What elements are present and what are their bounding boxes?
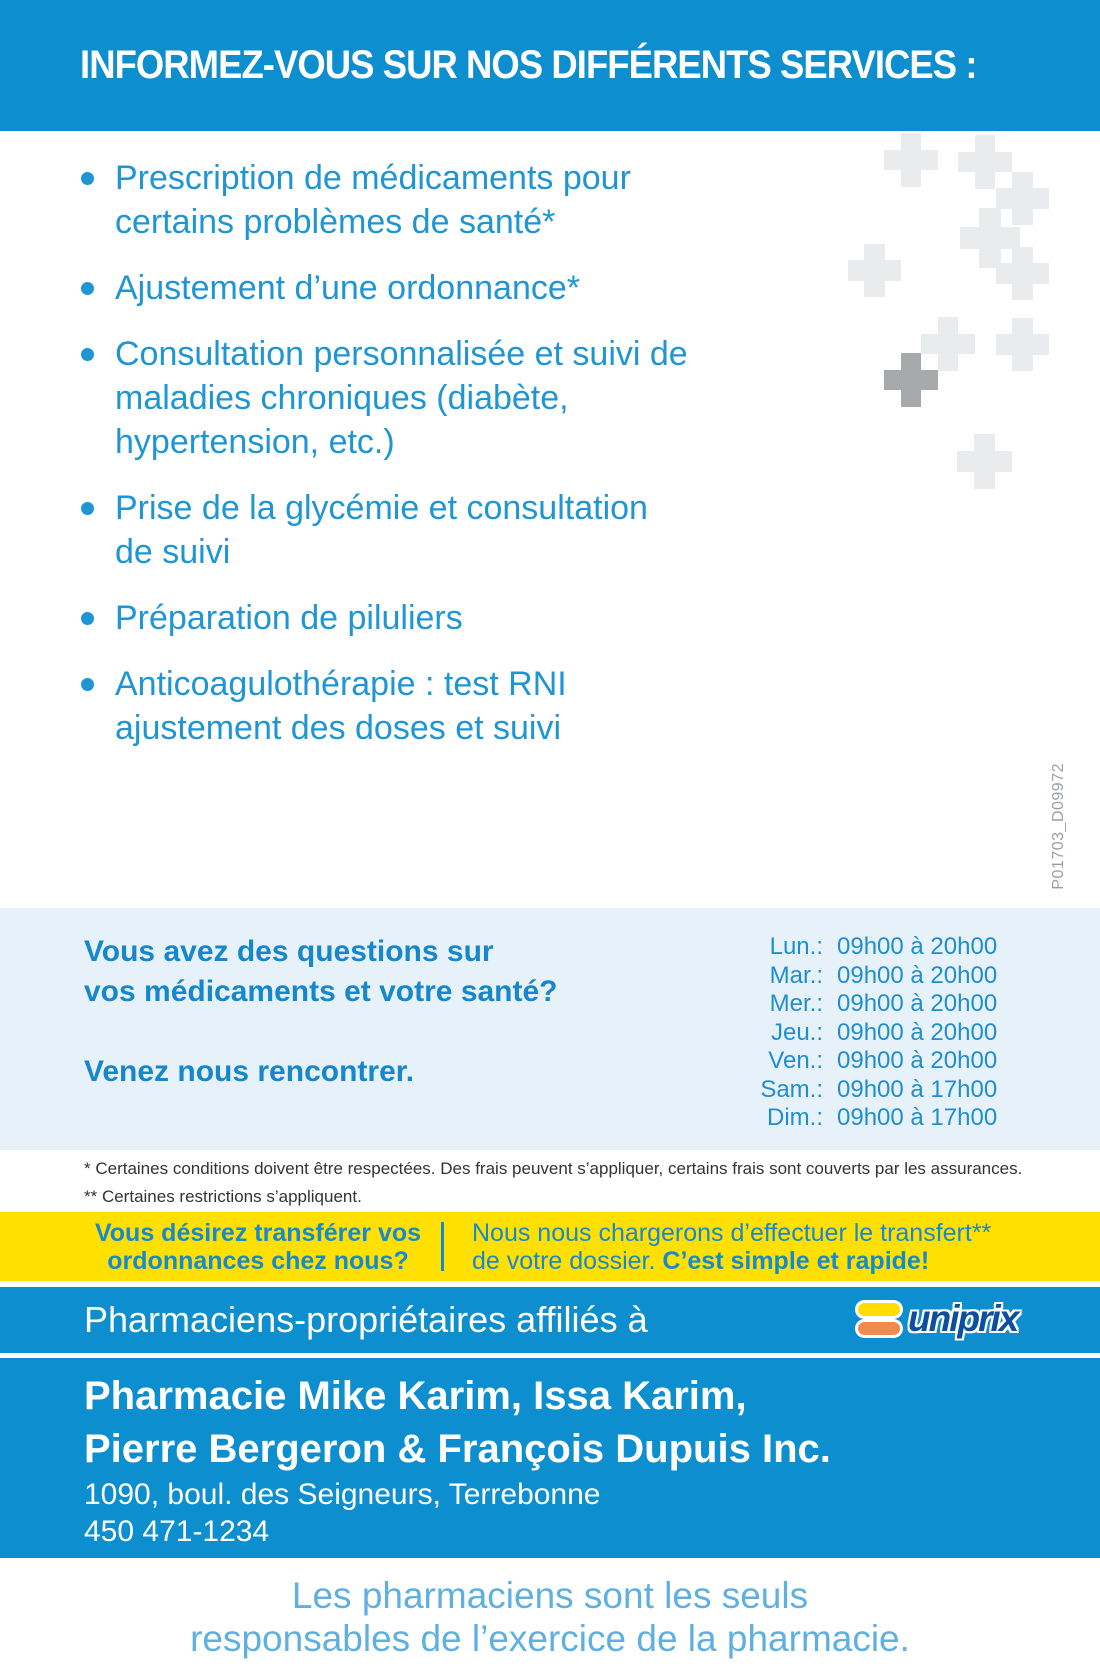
- questions-band: [0, 908, 1100, 1150]
- plus-icon: [848, 244, 901, 297]
- service-item: Consultation personnalisée et suivi de maladies chroniques (diabète, hypertension, etc.): [115, 332, 775, 464]
- page-title: INFORMEZ-VOUS SUR NOS DIFFÉRENTS SERVICES :: [80, 43, 977, 87]
- hours-day: Sam.:: [760, 1075, 823, 1103]
- service-item: Prise de la glycémie et consultation de suivi: [115, 486, 775, 574]
- footer-line2: responsables de l’exercice de la pharmacie.: [190, 1618, 910, 1659]
- footnotes: [84, 1155, 1044, 1211]
- footer-line1: Les pharmaciens sont les seuls: [291, 1575, 809, 1616]
- pharmacy-name-line1: Pharmacie Mike Karim, Issa Karim,: [84, 1374, 747, 1418]
- vertical-divider: [441, 1222, 444, 1271]
- hours-time: 09h00 à 20h00: [837, 1047, 998, 1074]
- hours-day: Lun.:: [769, 933, 823, 960]
- logo-bar-yellow: [858, 1303, 900, 1316]
- plus-icon: [884, 353, 938, 407]
- hours-time: 09h00 à 17h00: [837, 1075, 998, 1103]
- transfer-question-line1: Vous désirez transférer vos: [94, 1219, 422, 1247]
- questions-line2: vos médicaments et votre santé?: [84, 975, 558, 1008]
- transfer-band: [0, 1212, 1100, 1281]
- service-item: Ajustement d’une ordonnance*: [115, 266, 775, 310]
- pharmacy-contact: [84, 1476, 601, 1550]
- hours-row: [733, 990, 997, 1019]
- uniprix-logo-bars-icon: [858, 1303, 900, 1335]
- hours-time: 09h00 à 17h00: [837, 1104, 998, 1131]
- uniprix-logo: [858, 1298, 1017, 1340]
- questions-text: [84, 932, 558, 1012]
- service-item: Préparation de piluliers: [115, 596, 775, 640]
- hours-row: [733, 933, 997, 962]
- plus-icon: [996, 318, 1049, 371]
- hours-day: Dim.:: [767, 1104, 823, 1131]
- plus-icon: [996, 247, 1049, 300]
- pharmacy-name-line2: Pierre Bergeron & François Dupuis Inc.: [84, 1427, 831, 1471]
- header-band: [0, 0, 1100, 131]
- logo-bar-orange: [858, 1322, 900, 1335]
- services-section: [0, 131, 1100, 908]
- hours-day: Mar.:: [769, 961, 823, 989]
- hours-row: [733, 1019, 997, 1048]
- services-list: [115, 156, 775, 772]
- hours-day: Mer.:: [769, 990, 823, 1017]
- pharmacy-phone: 450 471-1234: [84, 1515, 270, 1548]
- hours-day: Ven.:: [768, 1047, 823, 1074]
- transfer-answer-line2: de votre dossier.: [472, 1247, 663, 1275]
- footer: [0, 1558, 1100, 1680]
- footnote-2: ** Certaines restrictions s’appliquent.: [84, 1187, 362, 1206]
- transfer-answer-line1: Nous nous chargerons d’effectuer le transfert**: [472, 1219, 992, 1247]
- affiliation-band: [0, 1287, 1100, 1353]
- hours-time: 09h00 à 20h00: [837, 961, 998, 989]
- pharmacy-band: [0, 1358, 1100, 1558]
- hours-time: 09h00 à 20h00: [837, 990, 998, 1017]
- pharmacy-name: [84, 1370, 831, 1476]
- footer-disclaimer: [0, 1558, 1100, 1660]
- affiliation-label: Pharmaciens-propriétaires affiliés à: [84, 1299, 648, 1340]
- transfer-answer: [472, 1219, 991, 1275]
- hours-time: 09h00 à 20h00: [837, 1018, 998, 1046]
- footnote-1: * Certaines conditions doivent être respectées. Des frais peuvent s’appliquer, certains frais sont couverts par les assurances.: [84, 1159, 1023, 1178]
- hours-row: [733, 962, 997, 991]
- plus-icon: [884, 133, 938, 187]
- hours-row: [733, 1047, 997, 1076]
- production-code: P01703_D09972: [1050, 763, 1067, 890]
- service-item: Anticoagulothérapie : test RNI ajustement des doses et suivi: [115, 662, 775, 750]
- hours-row: [733, 1104, 997, 1133]
- meet-us-text: Venez nous rencontrer.: [84, 1055, 415, 1088]
- plus-icon: [957, 434, 1012, 489]
- hours-day: Jeu.:: [770, 1018, 823, 1046]
- questions-line1: Vous avez des questions sur: [84, 935, 494, 968]
- hours-row: [733, 1076, 997, 1105]
- pharmacy-address: 1090, boul. des Seigneurs, Terrebonne: [84, 1478, 601, 1511]
- transfer-question-line2: ordonnances chez nous?: [107, 1247, 409, 1275]
- transfer-question: [84, 1219, 432, 1275]
- opening-hours: [733, 933, 997, 1133]
- service-item: Prescription de médicaments pour certains problèmes de santé*: [115, 156, 775, 244]
- transfer-answer-bold: C’est simple et rapide!: [662, 1247, 930, 1275]
- uniprix-wordmark: uniprix: [908, 1298, 1018, 1339]
- hours-time: 09h00 à 20h00: [837, 933, 998, 960]
